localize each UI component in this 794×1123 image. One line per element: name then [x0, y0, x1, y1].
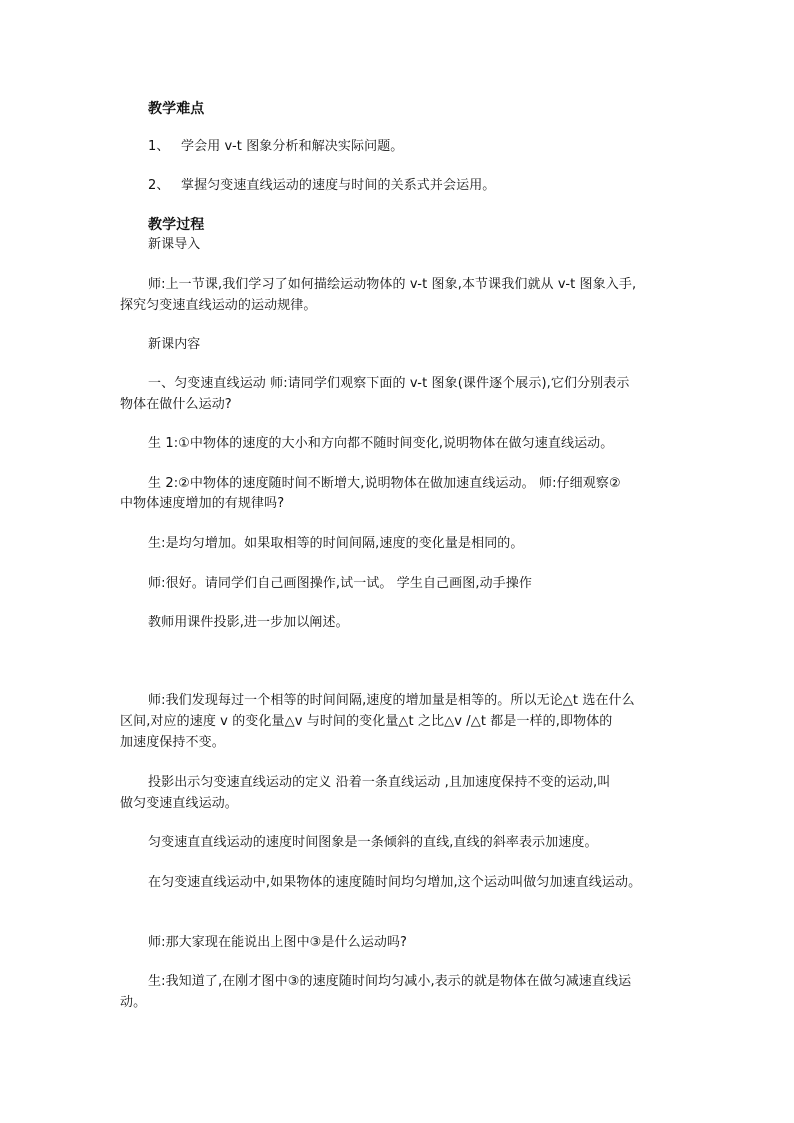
- paragraph-10: 匀变速直直线运动的速度时间图象是一条倾斜的直线,直线的斜率表示加速度。: [148, 835, 598, 850]
- paragraph-7: 教师用课件投影,进一步加以阐述。: [148, 615, 349, 630]
- paragraph-5: 生:是均匀增加。如果取相等的时间间隔,速度的变化量是相同的。: [148, 536, 524, 551]
- paragraph-13-line-1: 生:我知道了,在刚才图中③的速度随时间均匀减小,表示的就是物体在做匀减速直线运: [148, 974, 632, 989]
- paragraph-8-line-3: 加速度保持不变。: [120, 735, 225, 750]
- heading-teaching-process: 教学过程: [148, 217, 205, 233]
- paragraph-13-line-2: 动。: [120, 995, 147, 1010]
- paragraph-3: 生 1:①中物体的速度的大小和方向都不随时间变化,说明物体在做匀速直线运动。: [148, 436, 614, 451]
- paragraph-12: 师:那大家现在能说出上图中③是什么运动吗?: [148, 935, 408, 950]
- paragraph-9-line-1: 投影出示匀变速直线运动的定义 沿着一条直线运动 ,且加速度保持不变的运动,叫: [148, 775, 611, 790]
- difficulty-item-2-text: 掌握匀变速直线运动的速度与时间的关系式并会运用。: [181, 178, 496, 193]
- heading-teaching-difficulty: 教学难点: [148, 101, 205, 117]
- section-title-content: 新课内容: [148, 337, 201, 352]
- difficulty-item-2-number: 2、: [148, 178, 170, 193]
- paragraph-11: 在匀变速直线运动中,如果物体的速度随时间均匀增加,这个运动叫做匀加速直线运动。: [148, 875, 642, 890]
- paragraph-8-line-1: 师:我们发现每过一个相等的时间间隔,速度的增加量是相等的。所以无论△t 选在什么: [148, 693, 635, 708]
- paragraph-4-line-1: 生 2:②中物体的速度随时间不断增大,说明物体在做加速直线运动。 师:仔细观察②: [148, 476, 621, 491]
- difficulty-item-1-text: 学会用 v-t 图象分析和解决实际问题。: [181, 139, 404, 154]
- paragraph-4-line-2: 中物体速度增加的有规律吗?: [120, 496, 285, 511]
- difficulty-item-1-number: 1、: [148, 139, 170, 154]
- paragraph-8-line-2: 区间,对应的速度 v 的变化量△v 与时间的变化量△t 之比△v /△t 都是一样的,即物体的: [120, 714, 613, 729]
- paragraph-2-line-2: 物体在做什么运动?: [120, 397, 232, 412]
- section-title-intro: 新课导入: [148, 237, 201, 252]
- paragraph-1-line-2: 探究匀变速直线运动的运动规律。: [120, 298, 317, 313]
- paragraph-9-line-2: 做匀变速直线运动。: [120, 796, 238, 811]
- paragraph-1-line-1: 师:上一节课,我们学习了如何描绘运动物体的 v-t 图象,本节课我们就从 v-t 图象入手,: [148, 277, 637, 292]
- paragraph-6: 师:很好。请同学们自己画图操作,试一试。 学生自己画图,动手操作: [148, 576, 532, 591]
- paragraph-2-line-1: 一、匀变速直线运动 师:请同学们观察下面的 v-t 图象(课件逐个展示),它们分别表示: [148, 376, 630, 391]
